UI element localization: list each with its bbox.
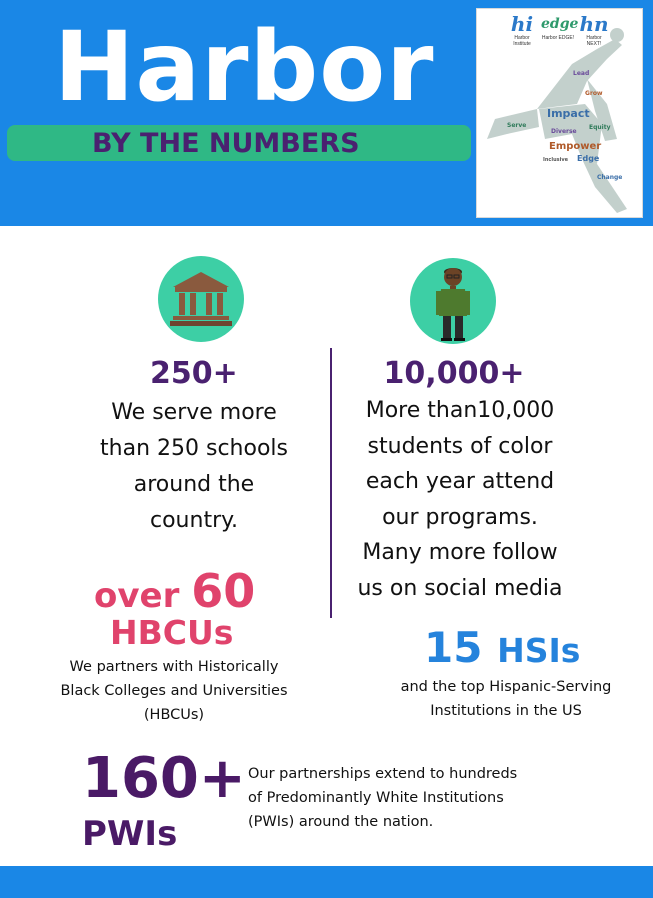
word-cloud-word: Lead [573, 70, 590, 77]
word-cloud-word: Impact [547, 107, 590, 120]
word-cloud-word: Equity [589, 124, 611, 131]
hsi-count [424, 622, 580, 677]
pwi-line: (PWIs) around the nation. [248, 814, 434, 830]
hsi-line: Institutions in the US [430, 703, 582, 719]
hsi-label: HSIs [497, 631, 581, 670]
students-line: students of color [367, 433, 553, 459]
schools-description [84, 395, 304, 539]
logo-caption: Harbor NEXT! [586, 35, 602, 47]
hbcu-description [24, 655, 324, 727]
footer-bar [0, 866, 653, 898]
students-line: us on social media [357, 575, 563, 601]
students-line: Many more follow [362, 540, 558, 565]
pwi-number: 160+ [82, 746, 246, 811]
hbcu-line: (HBCUs) [143, 707, 205, 723]
word-cloud-word: Diverse [551, 128, 577, 135]
hsi-description [366, 675, 646, 723]
hsi-line: and the top Hispanic-Serving [400, 679, 612, 695]
logo-glyph: hn [579, 12, 609, 36]
logo-caption: Harbor EDGE! [541, 35, 575, 41]
page-subtitle: BY THE NUMBERS [92, 128, 360, 159]
word-cloud-word: Change [597, 174, 623, 181]
hbcu-label: HBCUs [110, 613, 234, 652]
word-cloud-word: Grow [585, 90, 603, 97]
hbcu-line: We partners with Historically [69, 659, 279, 675]
pwi-line: Our partnerships extend to hundreds [248, 766, 518, 782]
logo-caption: Harbor Institute [513, 35, 531, 47]
schools-line: We serve more [111, 400, 277, 425]
harbor-logo-graphic [476, 8, 643, 218]
hbcu-number: 60 [191, 564, 256, 618]
students-line: our programs. [382, 504, 538, 530]
schools-line: around the [133, 472, 255, 497]
logo-glyph: hi [510, 12, 534, 36]
students-number: 10,000+ [383, 356, 525, 391]
student-person-icon [410, 258, 496, 344]
schools-line: than 250 schools [100, 436, 288, 461]
schools-line: country. [150, 508, 238, 533]
pwi-label: PWIs [82, 814, 178, 854]
building-columns-icon [158, 256, 244, 342]
schools-icon-badge [158, 256, 244, 342]
column-divider [330, 348, 332, 618]
students-icon-badge [410, 258, 496, 344]
hbcu-prefix: over [94, 576, 180, 616]
word-cloud-figure [477, 9, 644, 219]
word-cloud-word: Empower [549, 141, 602, 152]
students-line: each year attend [365, 469, 555, 494]
word-cloud-word: Serve [507, 122, 527, 129]
hbcu-line: Black Colleges and Universities [60, 683, 288, 699]
pwi-line: of Predominantly White Institutions [248, 790, 504, 806]
word-cloud-word: Edge [577, 154, 600, 163]
word-cloud-word: Inclusive [543, 157, 568, 163]
students-line: More than10,000 [365, 398, 555, 423]
schools-number: 250+ [150, 356, 238, 391]
students-description [340, 393, 580, 606]
pwi-description [248, 762, 598, 834]
logo-glyph: edge [541, 16, 579, 32]
hsi-number: 15 [424, 623, 483, 672]
page-title: Harbor [54, 11, 435, 123]
